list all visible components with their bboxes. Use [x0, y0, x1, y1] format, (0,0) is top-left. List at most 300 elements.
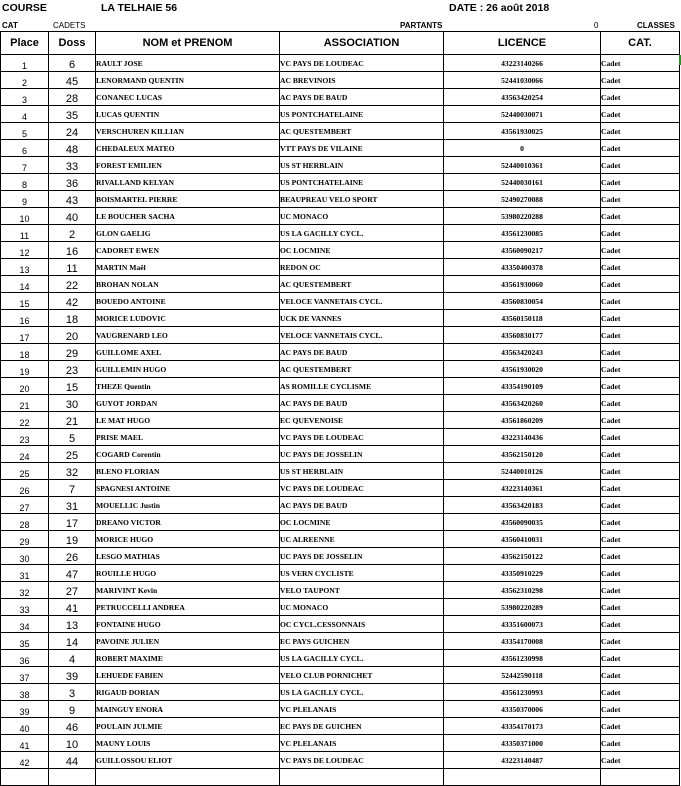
- cell-licence: 43223140361: [444, 480, 601, 497]
- cell-category: Cadet: [601, 123, 680, 140]
- empty-cell: [280, 769, 444, 786]
- cell-place: 38: [1, 684, 49, 701]
- cell-doss: 2: [49, 225, 96, 242]
- cell-licence: 52490270088: [444, 191, 601, 208]
- cell-place: 16: [1, 310, 49, 327]
- cell-category: Cadet: [601, 429, 680, 446]
- cell-place: 26: [1, 480, 49, 497]
- cell-licence: 52442590118: [444, 667, 601, 684]
- cell-category: Cadet: [601, 582, 680, 599]
- cell-name: LENORMAND QUENTIN: [96, 72, 280, 89]
- cell-place: 37: [1, 667, 49, 684]
- table-row: [1, 174, 680, 191]
- cell-place: 3: [1, 89, 49, 106]
- cell-name: GUILLEMIN HUGO: [96, 361, 280, 378]
- cell-place: 12: [1, 242, 49, 259]
- cell-doss: 17: [49, 514, 96, 531]
- cell-category: Cadet: [601, 548, 680, 565]
- cell-name: MORICE LUDOVIC: [96, 310, 280, 327]
- cell-association: VC PAYS DE LOUDEAC: [280, 429, 444, 446]
- cell-licence: 43561230993: [444, 684, 601, 701]
- table-header-row: [1, 32, 680, 55]
- cell-doss: 42: [49, 293, 96, 310]
- cell-name: POULAIN JULMIE: [96, 718, 280, 735]
- cell-licence: 43354170008: [444, 633, 601, 650]
- cell-name: VAUGRENARD LEO: [96, 327, 280, 344]
- cell-association: AC PAYS DE BAUD: [280, 89, 444, 106]
- cell-name: LESGO MATHIAS: [96, 548, 280, 565]
- table-row: [1, 582, 680, 599]
- table-row: [1, 55, 680, 72]
- cell-category: Cadet: [601, 531, 680, 548]
- cell-association: US ST HERBLAIN: [280, 463, 444, 480]
- col-header-nom: NOM et PRENOM: [96, 32, 280, 55]
- cell-place: 7: [1, 157, 49, 174]
- table-row: [1, 667, 680, 684]
- cell-doss: 20: [49, 327, 96, 344]
- cell-licence: 43351600073: [444, 616, 601, 633]
- cell-association: VTT PAYS DE VILAINE: [280, 140, 444, 157]
- cell-category: Cadet: [601, 327, 680, 344]
- cell-name: BROHAN NOLAN: [96, 276, 280, 293]
- cell-place: 32: [1, 582, 49, 599]
- cell-place: 42: [1, 752, 49, 769]
- cell-category: Cadet: [601, 242, 680, 259]
- cell-category: Cadet: [601, 89, 680, 106]
- table-row-empty: [1, 769, 680, 786]
- empty-cell: [49, 769, 96, 786]
- cell-association: VC PAYS DE LOUDEAC: [280, 55, 444, 72]
- cell-category: Cadet: [601, 55, 680, 72]
- cell-doss: 33: [49, 157, 96, 174]
- cell-licence: 43561860209: [444, 412, 601, 429]
- table-row: [1, 735, 680, 752]
- cell-place: 6: [1, 140, 49, 157]
- cell-licence: 43561930060: [444, 276, 601, 293]
- cell-name: RIGAUD DORIAN: [96, 684, 280, 701]
- cell-association: AC PAYS DE BAUD: [280, 497, 444, 514]
- cell-place: 11: [1, 225, 49, 242]
- cell-name: LE MAT HUGO: [96, 412, 280, 429]
- cell-doss: 45: [49, 72, 96, 89]
- cell-name: LUCAS QUENTIN: [96, 106, 280, 123]
- cell-name: LE BOUCHER SACHA: [96, 208, 280, 225]
- cell-association: US LA GACILLY CYCL.: [280, 684, 444, 701]
- cell-category: Cadet: [601, 140, 680, 157]
- cat-value: CADETS: [53, 21, 86, 30]
- cell-doss: 10: [49, 735, 96, 752]
- col-header-place: Place: [1, 32, 49, 55]
- cell-place: 23: [1, 429, 49, 446]
- cell-association: EC PAYS GUICHEN: [280, 633, 444, 650]
- cell-doss: 46: [49, 718, 96, 735]
- cell-name: MOUELLIC Justin: [96, 497, 280, 514]
- cell-category: Cadet: [601, 72, 680, 89]
- cell-category: Cadet: [601, 514, 680, 531]
- table-row: [1, 684, 680, 701]
- cell-licence: 43562150120: [444, 446, 601, 463]
- cell-place: 17: [1, 327, 49, 344]
- cell-place: 25: [1, 463, 49, 480]
- cell-association: VELO TAUPONT: [280, 582, 444, 599]
- table-row: [1, 548, 680, 565]
- cell-association: REDON OC: [280, 259, 444, 276]
- cell-doss: 47: [49, 565, 96, 582]
- cell-name: CADORET EWEN: [96, 242, 280, 259]
- cell-place: 41: [1, 735, 49, 752]
- col-header-doss: Doss: [49, 32, 96, 55]
- cell-doss: 4: [49, 650, 96, 667]
- cell-category: Cadet: [601, 395, 680, 412]
- table-row: [1, 616, 680, 633]
- cell-category: Cadet: [601, 446, 680, 463]
- cell-association: UCK DE VANNES: [280, 310, 444, 327]
- cell-licence: 43560830177: [444, 327, 601, 344]
- cell-category: Cadet: [601, 463, 680, 480]
- cell-name: VERSCHUREN KILLIAN: [96, 123, 280, 140]
- cell-name: MAUNY LOUIS: [96, 735, 280, 752]
- cell-name: MAINGUY ENORA: [96, 701, 280, 718]
- cell-doss: 40: [49, 208, 96, 225]
- table-row: [1, 208, 680, 225]
- col-header-association: ASSOCIATION: [280, 32, 444, 55]
- cell-association: US ST HERBLAIN: [280, 157, 444, 174]
- table-row: [1, 718, 680, 735]
- cell-association: UC MONACO: [280, 599, 444, 616]
- cell-name: BOISMARTEL PIERRE: [96, 191, 280, 208]
- cell-category: Cadet: [601, 310, 680, 327]
- cell-place: 27: [1, 497, 49, 514]
- table-row: [1, 225, 680, 242]
- cell-association: AC QUESTEMBERT: [280, 361, 444, 378]
- cell-category: Cadet: [601, 191, 680, 208]
- course-name: LA TELHAIE 56: [101, 2, 178, 14]
- table-row: [1, 497, 680, 514]
- col-header-cat: CAT.: [601, 32, 680, 55]
- cell-place: 35: [1, 633, 49, 650]
- cell-licence: 43563420183: [444, 497, 601, 514]
- cell-category: Cadet: [601, 667, 680, 684]
- col-header-licence: LICENCE: [444, 32, 601, 55]
- cell-doss: 35: [49, 106, 96, 123]
- cell-doss: 13: [49, 616, 96, 633]
- cell-association: EC QUEVENOISE: [280, 412, 444, 429]
- cell-doss: 7: [49, 480, 96, 497]
- cell-licence: 52440010361: [444, 157, 601, 174]
- cell-doss: 27: [49, 582, 96, 599]
- table-row: [1, 140, 680, 157]
- empty-cell: [601, 769, 680, 786]
- table-row: [1, 123, 680, 140]
- empty-cell: [96, 769, 280, 786]
- cell-place: 18: [1, 344, 49, 361]
- cell-licence: 43350371000: [444, 735, 601, 752]
- cell-licence: 43563420243: [444, 344, 601, 361]
- cell-name: PETRUCCELLI ANDREA: [96, 599, 280, 616]
- cell-name: ROBERT MAXIME: [96, 650, 280, 667]
- cell-association: AC PAYS DE BAUD: [280, 395, 444, 412]
- cell-doss: 16: [49, 242, 96, 259]
- cell-name: BOUEDO ANTOINE: [96, 293, 280, 310]
- cell-category: Cadet: [601, 344, 680, 361]
- cell-doss: 24: [49, 123, 96, 140]
- cell-place: 34: [1, 616, 49, 633]
- cell-association: VELOCE VANNETAIS CYCL.: [280, 327, 444, 344]
- cell-licence: 52440010126: [444, 463, 601, 480]
- table-row: [1, 463, 680, 480]
- results-table: [0, 31, 680, 786]
- table-row: [1, 106, 680, 123]
- cell-category: Cadet: [601, 650, 680, 667]
- cell-association: VC PLELANAIS: [280, 701, 444, 718]
- cell-category: Cadet: [601, 701, 680, 718]
- table-row: [1, 395, 680, 412]
- cell-association: AC QUESTEMBERT: [280, 123, 444, 140]
- cell-name: THEZE Quentin: [96, 378, 280, 395]
- cell-place: 21: [1, 395, 49, 412]
- table-row: [1, 72, 680, 89]
- cell-association: UC PAYS DE JOSSELIN: [280, 446, 444, 463]
- cell-doss: 29: [49, 344, 96, 361]
- cell-licence: 43560150118: [444, 310, 601, 327]
- cell-association: VELO CLUB PORNICHET: [280, 667, 444, 684]
- table-row: [1, 378, 680, 395]
- cell-name: GUILLOSSOU ELIOT: [96, 752, 280, 769]
- race-date: DATE : 26 août 2018: [449, 2, 550, 14]
- cell-licence: 43561930020: [444, 361, 601, 378]
- cell-name: PRISE MAEL: [96, 429, 280, 446]
- table-row: [1, 310, 680, 327]
- cell-name: MARTIN Maël: [96, 259, 280, 276]
- empty-cell: [444, 769, 601, 786]
- cell-licence: 52441030066: [444, 72, 601, 89]
- cell-category: Cadet: [601, 718, 680, 735]
- cell-licence: 43350910229: [444, 565, 601, 582]
- table-row: [1, 446, 680, 463]
- cell-licence: 43560830054: [444, 293, 601, 310]
- cell-place: 14: [1, 276, 49, 293]
- cell-place: 5: [1, 123, 49, 140]
- cell-category: Cadet: [601, 293, 680, 310]
- cell-category: Cadet: [601, 412, 680, 429]
- cell-licence: 43563420254: [444, 89, 601, 106]
- cell-place: 8: [1, 174, 49, 191]
- table-row: [1, 344, 680, 361]
- cell-place: 22: [1, 412, 49, 429]
- cell-category: Cadet: [601, 497, 680, 514]
- cell-licence: 43354170173: [444, 718, 601, 735]
- cat-label: CAT: [2, 21, 18, 30]
- cell-doss: 18: [49, 310, 96, 327]
- cell-doss: 11: [49, 259, 96, 276]
- cell-category: Cadet: [601, 276, 680, 293]
- table-row: [1, 191, 680, 208]
- table-row: [1, 599, 680, 616]
- cell-place: 33: [1, 599, 49, 616]
- cell-association: AC PAYS DE BAUD: [280, 344, 444, 361]
- cell-place: 39: [1, 701, 49, 718]
- table-row: [1, 293, 680, 310]
- cell-association: US LA GACILLY CYCL.: [280, 650, 444, 667]
- cell-licence: 43560090035: [444, 514, 601, 531]
- cell-name: GUILLOME AXEL: [96, 344, 280, 361]
- cell-place: 29: [1, 531, 49, 548]
- cell-name: CONANEC LUCAS: [96, 89, 280, 106]
- cell-place: 28: [1, 514, 49, 531]
- cell-place: 20: [1, 378, 49, 395]
- cell-name: DREANO VICTOR: [96, 514, 280, 531]
- cell-licence: 43223140266: [444, 55, 601, 72]
- cell-name: PAVOINE JULIEN: [96, 633, 280, 650]
- cell-association: EC PAYS DE GUICHEN: [280, 718, 444, 735]
- cell-licence: 53980220289: [444, 599, 601, 616]
- cell-licence: 43560090217: [444, 242, 601, 259]
- cell-licence: 52440030161: [444, 174, 601, 191]
- cell-association: VC PAYS DE LOUDEAC: [280, 480, 444, 497]
- cell-name: MARIVINT Kevin: [96, 582, 280, 599]
- cell-place: 1: [1, 55, 49, 72]
- cell-name: MORICE HUGO: [96, 531, 280, 548]
- cell-category: Cadet: [601, 599, 680, 616]
- cell-doss: 6: [49, 55, 96, 72]
- cell-licence: 53980220288: [444, 208, 601, 225]
- cell-association: AC BREVINOIS: [280, 72, 444, 89]
- cell-doss: 23: [49, 361, 96, 378]
- cell-association: OC LOCMINE: [280, 514, 444, 531]
- cell-category: Cadet: [601, 616, 680, 633]
- cell-category: Cadet: [601, 174, 680, 191]
- cell-place: 36: [1, 650, 49, 667]
- cell-name: SPAGNESI ANTOINE: [96, 480, 280, 497]
- cell-name: CHEDALEUX MATEO: [96, 140, 280, 157]
- cell-licence: 43561930025: [444, 123, 601, 140]
- cell-doss: 31: [49, 497, 96, 514]
- cell-doss: 25: [49, 446, 96, 463]
- cell-category: Cadet: [601, 208, 680, 225]
- cell-place: 24: [1, 446, 49, 463]
- cell-association: US VERN CYCLISTE: [280, 565, 444, 582]
- cell-association: UC ALREENNE: [280, 531, 444, 548]
- cell-doss: 48: [49, 140, 96, 157]
- cell-doss: 39: [49, 667, 96, 684]
- cell-doss: 32: [49, 463, 96, 480]
- cell-doss: 3: [49, 684, 96, 701]
- cell-category: Cadet: [601, 684, 680, 701]
- cell-association: BEAUPREAU VELO SPORT: [280, 191, 444, 208]
- cell-doss: 22: [49, 276, 96, 293]
- cell-doss: 26: [49, 548, 96, 565]
- cell-place: 2: [1, 72, 49, 89]
- cell-place: 9: [1, 191, 49, 208]
- cell-name: FOREST EMILIEN: [96, 157, 280, 174]
- cell-doss: 9: [49, 701, 96, 718]
- table-row: [1, 276, 680, 293]
- classes-label: CLASSES: [637, 21, 675, 30]
- cell-doss: 15: [49, 378, 96, 395]
- cell-place: 31: [1, 565, 49, 582]
- table-row: [1, 429, 680, 446]
- cell-licence: 52440030071: [444, 106, 601, 123]
- cell-doss: 43: [49, 191, 96, 208]
- table-row: [1, 412, 680, 429]
- table-row: [1, 89, 680, 106]
- table-row: [1, 633, 680, 650]
- cell-doss: 5: [49, 429, 96, 446]
- table-row: [1, 514, 680, 531]
- cell-licence: 43561230998: [444, 650, 601, 667]
- cell-name: RIVALLAND KELYAN: [96, 174, 280, 191]
- table-row: [1, 157, 680, 174]
- cell-licence: 43561230085: [444, 225, 601, 242]
- cell-category: Cadet: [601, 106, 680, 123]
- cell-licence: 43562310298: [444, 582, 601, 599]
- cell-name: GUYOT JORDAN: [96, 395, 280, 412]
- cell-category: Cadet: [601, 225, 680, 242]
- cell-association: US PONTCHATELAINE: [280, 174, 444, 191]
- cell-name: GLON GAELIG: [96, 225, 280, 242]
- cell-association: VC PLELANAIS: [280, 735, 444, 752]
- cell-category: Cadet: [601, 633, 680, 650]
- table-row: [1, 701, 680, 718]
- cell-place: 19: [1, 361, 49, 378]
- cell-association: US PONTCHATELAINE: [280, 106, 444, 123]
- table-row: [1, 565, 680, 582]
- cell-doss: 36: [49, 174, 96, 191]
- table-row: [1, 531, 680, 548]
- table-row: [1, 480, 680, 497]
- cell-name: ROUILLE HUGO: [96, 565, 280, 582]
- table-row: [1, 650, 680, 667]
- cell-licence: 43354190109: [444, 378, 601, 395]
- cell-name: FONTAINE HUGO: [96, 616, 280, 633]
- cell-doss: 30: [49, 395, 96, 412]
- cell-licence: 43560410031: [444, 531, 601, 548]
- empty-cell: [1, 769, 49, 786]
- table-row: [1, 242, 680, 259]
- cell-doss: 19: [49, 531, 96, 548]
- cell-doss: 28: [49, 89, 96, 106]
- cell-association: OC CYCL.CESSONNAIS: [280, 616, 444, 633]
- cell-category: Cadet: [601, 157, 680, 174]
- cell-association: VC PAYS DE LOUDEAC: [280, 752, 444, 769]
- cell-association: AS ROMILLE CYCLISME: [280, 378, 444, 395]
- cell-place: 30: [1, 548, 49, 565]
- cell-licence: 43223140436: [444, 429, 601, 446]
- cell-licence: 43223140487: [444, 752, 601, 769]
- cell-category: Cadet: [601, 752, 680, 769]
- cell-category: Cadet: [601, 735, 680, 752]
- cell-association: VELOCE VANNETAIS CYCL.: [280, 293, 444, 310]
- cell-place: 15: [1, 293, 49, 310]
- cell-name: RAULT JOSE: [96, 55, 280, 72]
- cell-place: 40: [1, 718, 49, 735]
- cell-association: AC QUESTEMBERT: [280, 276, 444, 293]
- table-row: [1, 752, 680, 769]
- cell-doss: 41: [49, 599, 96, 616]
- partants-label: PARTANTS: [400, 21, 443, 30]
- cell-place: 4: [1, 106, 49, 123]
- cell-doss: 44: [49, 752, 96, 769]
- cell-licence: 43350400378: [444, 259, 601, 276]
- cell-category: Cadet: [601, 565, 680, 582]
- cell-name: BLENO FLORIAN: [96, 463, 280, 480]
- cell-category: Cadet: [601, 480, 680, 497]
- cell-doss: 21: [49, 412, 96, 429]
- course-label: COURSE: [2, 2, 47, 14]
- cell-licence: 43350370006: [444, 701, 601, 718]
- table-row: [1, 361, 680, 378]
- partants-value: 0: [594, 21, 599, 30]
